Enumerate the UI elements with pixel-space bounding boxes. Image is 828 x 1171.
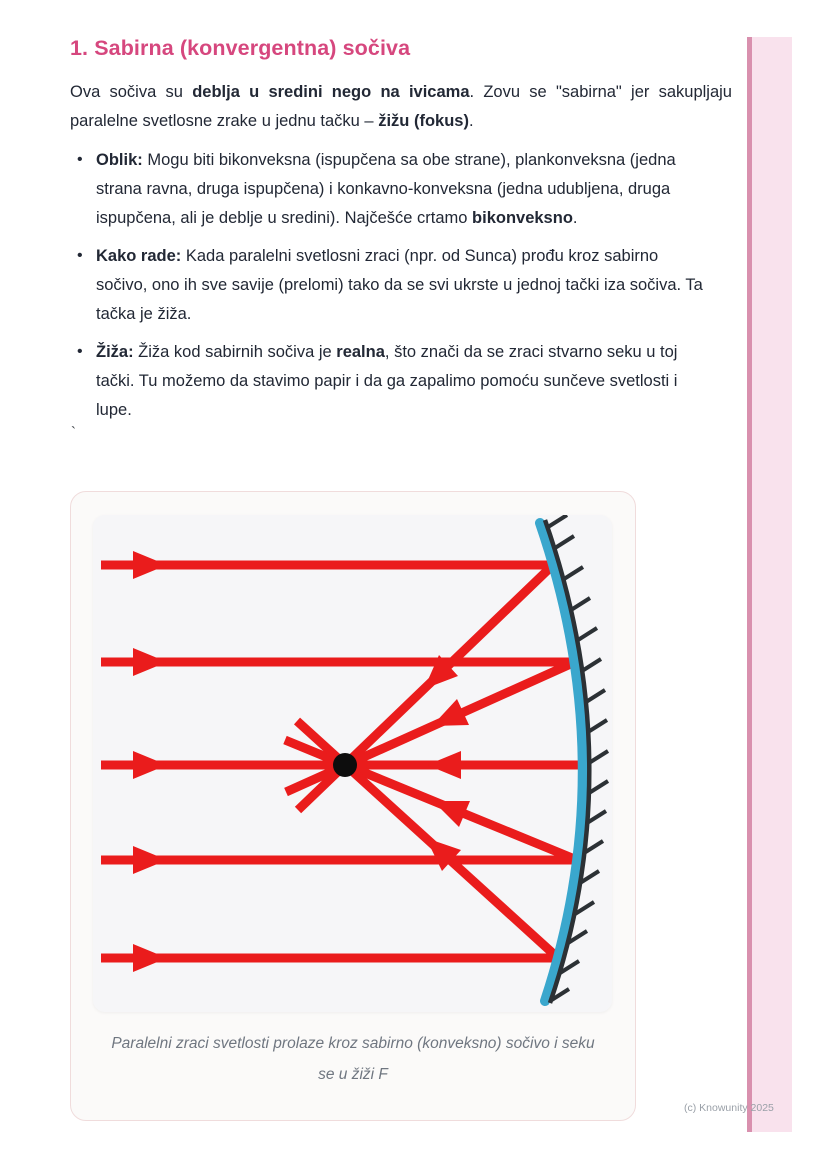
list-item-text: Kako rade: Kada paralelni svetlosni zraci (npr. od Sunca) prođu kroz sabirno sočivo, ono ih sve savije (prelomi) tako da se svi ukrste u jednoj tački iza sočiva. Ta tačka je žiža. bbox=[96, 247, 703, 323]
reflected-arrowhead bbox=[427, 751, 461, 779]
list-item-text: Žiža: Žiža kod sabirnih sočiva je realna, što znači da se zraci stvarno seku u toj tački. Tu možemo da stavimo papir i da ga zapalimo pomoću sunčeve svetlosti i lupe. bbox=[96, 343, 678, 419]
converging-rays-diagram bbox=[93, 515, 612, 1012]
figure-caption: Paralelni zraci svetlosti prolaze kroz sabirno (konveksno) sočivo i seku se u žiži F bbox=[111, 1035, 595, 1083]
bullet-marker: • bbox=[77, 151, 83, 168]
bullet-marker: • bbox=[77, 247, 83, 264]
incident-arrowhead bbox=[133, 751, 167, 779]
focus-point-dot bbox=[333, 753, 357, 777]
stray-backtick: ` bbox=[71, 424, 76, 441]
incident-arrowhead bbox=[133, 648, 167, 676]
reflected-arrowhead bbox=[433, 801, 470, 827]
diagram-panel bbox=[93, 515, 612, 1012]
figure-card bbox=[70, 491, 636, 1121]
incident-arrowhead bbox=[133, 944, 167, 972]
list-item-text: Oblik: Mogu biti bikonveksna (ispupčena sa obe strane), plankonveksna (jedna strana ravna, druga ispupčena) i konkavno-konveksna (jedna udubljena, druga ispupčena, ali je deblje u sredini). Najčešće crtamo bikonveksno. bbox=[96, 151, 676, 227]
list-item-kako-rade bbox=[70, 242, 714, 329]
footer-copyright: (c) Knowunity 2025 bbox=[684, 1102, 774, 1114]
bullet-list bbox=[70, 146, 730, 434]
bullet-marker: • bbox=[77, 343, 83, 360]
incident-arrowhead bbox=[133, 551, 167, 579]
intro-paragraph: Ova sočiva su deblja u sredini nego na ivicama. Zovu se "sabirna" jer sakupljaju paralelne svetlosne zrake u jednu tačku – žižu (fokus). bbox=[70, 83, 732, 130]
incident-arrowhead bbox=[133, 846, 167, 874]
list-item-oblik bbox=[70, 146, 714, 233]
list-item-ziza bbox=[70, 338, 714, 425]
accent-stripe-line bbox=[747, 37, 752, 1132]
page-title: 1. Sabirna (konvergentna) sočiva bbox=[70, 36, 411, 60]
accent-stripe bbox=[747, 37, 792, 1132]
